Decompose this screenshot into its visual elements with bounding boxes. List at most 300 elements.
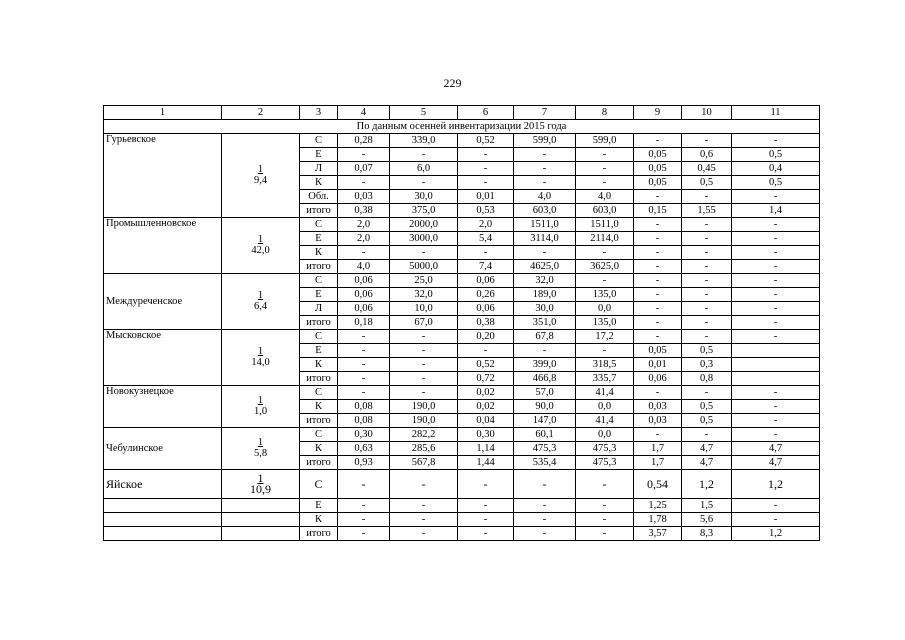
table-cell: 4,0	[514, 190, 576, 204]
column-number: 5	[390, 106, 458, 120]
fraction	[254, 290, 267, 312]
table-cell: 0,3	[682, 358, 732, 372]
table-cell: -	[682, 288, 732, 302]
table-cell: 285,6	[390, 442, 458, 456]
table-cell: 0,01	[634, 358, 682, 372]
table-cell: 57,0	[514, 386, 576, 400]
table-cell: 0,01	[458, 190, 514, 204]
table-row	[104, 274, 820, 288]
table-cell: -	[338, 344, 390, 358]
table-cell: 0,06	[338, 288, 390, 302]
table-cell: 475,3	[576, 442, 634, 456]
table-cell	[732, 344, 820, 358]
table-row	[104, 499, 820, 513]
district-label: Мысковское	[106, 330, 162, 341]
table-cell: 0,72	[458, 372, 514, 386]
table-cell: 335,7	[576, 372, 634, 386]
table-cell: 4,7	[682, 456, 732, 470]
table-cell: 0,28	[338, 134, 390, 148]
table-row	[104, 218, 820, 232]
table-cell: 4625,0	[514, 260, 576, 274]
table-cell: -	[514, 246, 576, 260]
table-cell: 0,6	[682, 148, 732, 162]
table-cell: 4,7	[732, 442, 820, 456]
table-cell: 60,1	[514, 428, 576, 442]
table-cell: -	[390, 148, 458, 162]
district-name	[104, 527, 222, 541]
table-cell: 2000,0	[390, 218, 458, 232]
table-cell: 2,0	[458, 218, 514, 232]
table-cell: 0,15	[634, 204, 682, 218]
area-fraction	[222, 470, 300, 499]
table-cell: 0,30	[458, 428, 514, 442]
table-cell: 0,30	[338, 428, 390, 442]
table-cell: 1511,0	[576, 218, 634, 232]
column-number: 7	[514, 106, 576, 120]
table-cell: 0,06	[634, 372, 682, 386]
species-code: С	[300, 428, 338, 442]
table-cell: -	[338, 513, 390, 527]
species-code: С	[300, 386, 338, 400]
table-cell: -	[514, 176, 576, 190]
species-code: С	[300, 470, 338, 499]
table-cell: 0,05	[634, 176, 682, 190]
table-cell: -	[634, 288, 682, 302]
species-code: Е	[300, 232, 338, 246]
fraction-numerator: 1	[257, 471, 264, 485]
table-cell: -	[732, 260, 820, 274]
table-cell: 30,0	[390, 190, 458, 204]
table-cell: 475,3	[514, 442, 576, 456]
table-cell: -	[458, 470, 514, 499]
species-code: С	[300, 274, 338, 288]
table-cell: 1,2	[682, 470, 732, 499]
district-label: Междуреченское	[106, 295, 183, 307]
table-cell: -	[458, 344, 514, 358]
table-cell: -	[634, 428, 682, 442]
table-cell: -	[338, 246, 390, 260]
table-cell: -	[458, 513, 514, 527]
species-code: итого	[300, 456, 338, 470]
table-cell: 0,53	[458, 204, 514, 218]
table-cell: -	[576, 274, 634, 288]
district-label: Промышленновское	[106, 218, 197, 229]
table-cell: 3,57	[634, 527, 682, 541]
column-number: 1	[104, 106, 222, 120]
fraction-numerator: 1	[257, 290, 264, 301]
table-cell: -	[338, 372, 390, 386]
table-cell: -	[390, 344, 458, 358]
table-cell: -	[338, 176, 390, 190]
table-cell: 603,0	[576, 204, 634, 218]
column-number-row	[104, 106, 820, 120]
fraction-denominator: 42,0	[251, 245, 270, 256]
table-row	[104, 330, 820, 344]
table-cell: 0,54	[634, 470, 682, 499]
table-cell: -	[514, 344, 576, 358]
table-cell: 10,0	[390, 302, 458, 316]
table-cell: 0,08	[338, 400, 390, 414]
species-code: К	[300, 246, 338, 260]
table-cell: 32,0	[514, 274, 576, 288]
table-cell: -	[682, 260, 732, 274]
area-fraction	[222, 134, 300, 218]
table-cell: 1,78	[634, 513, 682, 527]
table-cell: 2,0	[338, 232, 390, 246]
table-cell: -	[458, 162, 514, 176]
table-cell: -	[390, 386, 458, 400]
table-cell: 3114,0	[514, 232, 576, 246]
table-cell: -	[634, 330, 682, 344]
table-cell: 0,5	[732, 148, 820, 162]
column-number: 9	[634, 106, 682, 120]
species-code: К	[300, 176, 338, 190]
table-cell: -	[732, 414, 820, 428]
table-cell: 0,5	[682, 414, 732, 428]
table-cell: -	[458, 527, 514, 541]
species-code: Л	[300, 302, 338, 316]
species-code: итого	[300, 372, 338, 386]
table-cell: -	[576, 513, 634, 527]
table-cell: -	[732, 288, 820, 302]
table-cell: -	[682, 428, 732, 442]
table-cell: -	[682, 134, 732, 148]
table-row	[104, 428, 820, 442]
table-cell: -	[732, 232, 820, 246]
column-number: 4	[338, 106, 390, 120]
species-code: итого	[300, 414, 338, 428]
table-cell: -	[682, 316, 732, 330]
table-cell: -	[576, 162, 634, 176]
table-cell: 1,5	[682, 499, 732, 513]
table-cell: -	[390, 330, 458, 344]
table-cell: 4,0	[338, 260, 390, 274]
table-cell: 0,06	[458, 302, 514, 316]
table-cell: -	[576, 527, 634, 541]
district-name	[104, 134, 222, 218]
table-cell: 599,0	[514, 134, 576, 148]
table-cell: -	[514, 148, 576, 162]
table-cell: 0,07	[338, 162, 390, 176]
table-cell: -	[576, 148, 634, 162]
fraction-numerator: 1	[257, 346, 264, 357]
table-cell: 1,4	[732, 204, 820, 218]
table-cell: 0,93	[338, 456, 390, 470]
table-cell: 375,0	[390, 204, 458, 218]
table-cell: -	[634, 260, 682, 274]
fraction-numerator: 1	[257, 164, 264, 175]
table-cell: 3625,0	[576, 260, 634, 274]
table-cell: 90,0	[514, 400, 576, 414]
fraction	[250, 473, 271, 495]
fraction-denominator: 5,8	[253, 448, 268, 459]
table-cell: 1,7	[634, 456, 682, 470]
table-cell: 475,3	[576, 456, 634, 470]
table-cell: 0,04	[458, 414, 514, 428]
table-cell: -	[390, 527, 458, 541]
table-cell: -	[732, 246, 820, 260]
table-cell: 2,0	[338, 218, 390, 232]
table-cell: -	[634, 232, 682, 246]
table-cell: 41,4	[576, 414, 634, 428]
table-cell: 67,0	[390, 316, 458, 330]
table-cell: 4,7	[732, 456, 820, 470]
species-code: Е	[300, 499, 338, 513]
table-cell: 0,05	[634, 344, 682, 358]
district-name	[104, 428, 222, 470]
table-cell: -	[682, 302, 732, 316]
table-cell: -	[390, 246, 458, 260]
table-cell: -	[634, 134, 682, 148]
fraction	[254, 437, 267, 459]
fraction	[251, 346, 269, 368]
table-cell: -	[458, 499, 514, 513]
species-code: итого	[300, 316, 338, 330]
district-label: Яйское	[106, 477, 143, 491]
table-cell: -	[576, 344, 634, 358]
table-cell: -	[338, 330, 390, 344]
table-cell: -	[634, 316, 682, 330]
table-cell: 0,5	[682, 176, 732, 190]
table-cell: 0,05	[634, 162, 682, 176]
table-cell: 41,4	[576, 386, 634, 400]
table-cell: 0,0	[576, 302, 634, 316]
table-cell: 0,52	[458, 134, 514, 148]
table-cell: 0,02	[458, 386, 514, 400]
table-cell: 0,18	[338, 316, 390, 330]
table-cell: -	[732, 499, 820, 513]
table-cell: 0,5	[682, 400, 732, 414]
column-number: 3	[300, 106, 338, 120]
table-row	[104, 134, 820, 148]
table-cell: 135,0	[576, 316, 634, 330]
species-code: С	[300, 134, 338, 148]
district-name	[104, 513, 222, 527]
table-cell: -	[682, 246, 732, 260]
table-cell: 0,8	[682, 372, 732, 386]
table-cell: 5,6	[682, 513, 732, 527]
table-cell: -	[576, 176, 634, 190]
table-cell: 3000,0	[390, 232, 458, 246]
table-cell: -	[514, 470, 576, 499]
table-cell: -	[458, 148, 514, 162]
table-cell: -	[634, 190, 682, 204]
district-name	[104, 218, 222, 274]
table-cell: 318,5	[576, 358, 634, 372]
table-cell: 135,0	[576, 288, 634, 302]
table-cell: 4,0	[576, 190, 634, 204]
table-cell: -	[682, 330, 732, 344]
table-cell: -	[732, 428, 820, 442]
district-name	[104, 386, 222, 428]
column-number: 8	[576, 106, 634, 120]
species-code: итого	[300, 527, 338, 541]
table-cell: 17,2	[576, 330, 634, 344]
table-cell: 0,03	[338, 190, 390, 204]
table-cell: -	[732, 274, 820, 288]
table-cell: -	[682, 274, 732, 288]
table-cell: 351,0	[514, 316, 576, 330]
table-cell: -	[390, 176, 458, 190]
table-cell: -	[732, 190, 820, 204]
table-cell: 0,38	[338, 204, 390, 218]
table-cell: 0,08	[338, 414, 390, 428]
area-fraction	[222, 428, 300, 470]
section-title: По данным осенней инвентаризации 2015 года	[104, 120, 820, 134]
table-cell: 0,5	[732, 176, 820, 190]
table-cell: 535,4	[514, 456, 576, 470]
table-cell: -	[732, 330, 820, 344]
table-cell: -	[458, 176, 514, 190]
fraction	[254, 164, 267, 186]
table-cell: -	[682, 218, 732, 232]
table-cell: -	[732, 218, 820, 232]
area-fraction	[222, 274, 300, 330]
table-cell: -	[732, 513, 820, 527]
column-number: 6	[458, 106, 514, 120]
table-cell: -	[338, 527, 390, 541]
table-cell: 599,0	[576, 134, 634, 148]
table-cell: 1,2	[732, 470, 820, 499]
area-fraction	[222, 527, 300, 541]
table-cell: -	[682, 190, 732, 204]
district-name	[104, 470, 222, 499]
fraction-numerator: 1	[257, 234, 264, 245]
table-cell	[732, 372, 820, 386]
table-cell: 0,06	[338, 302, 390, 316]
table-cell: -	[338, 358, 390, 372]
table-cell: -	[338, 386, 390, 400]
species-code: С	[300, 330, 338, 344]
table-cell: 0,03	[634, 400, 682, 414]
table-cell: -	[338, 148, 390, 162]
section-title-row	[104, 120, 820, 134]
table-cell: 0,02	[458, 400, 514, 414]
fraction-denominator: 1,0	[253, 406, 268, 417]
table-cell: 567,8	[390, 456, 458, 470]
table-cell: 190,0	[390, 400, 458, 414]
district-name	[104, 330, 222, 386]
table-cell: 399,0	[514, 358, 576, 372]
area-fraction	[222, 499, 300, 513]
district-label: Чебулинское	[106, 442, 163, 454]
fraction	[251, 234, 269, 256]
table-cell: 0,4	[732, 162, 820, 176]
table-cell: -	[576, 246, 634, 260]
table-cell: -	[514, 527, 576, 541]
table-cell: -	[390, 372, 458, 386]
table-cell: 603,0	[514, 204, 576, 218]
species-code: Е	[300, 148, 338, 162]
table-cell: 0,5	[682, 344, 732, 358]
fraction-denominator: 9,4	[253, 175, 268, 186]
species-code: К	[300, 442, 338, 456]
species-code: Л	[300, 162, 338, 176]
table-cell: 282,2	[390, 428, 458, 442]
table-cell: 0,38	[458, 316, 514, 330]
table-cell: 1,44	[458, 456, 514, 470]
area-fraction	[222, 513, 300, 527]
table-cell: 2114,0	[576, 232, 634, 246]
table-cell: 189,0	[514, 288, 576, 302]
table-cell: 1,25	[634, 499, 682, 513]
inventory-table	[103, 105, 820, 541]
table-cell: -	[732, 400, 820, 414]
table-cell: -	[634, 386, 682, 400]
species-code: Обл.	[300, 190, 338, 204]
table-cell: -	[576, 470, 634, 499]
fraction-denominator: 14,0	[251, 357, 270, 368]
table-cell: 0,63	[338, 442, 390, 456]
table-cell: 25,0	[390, 274, 458, 288]
table-cell: -	[634, 218, 682, 232]
table-cell: 0,06	[458, 274, 514, 288]
table-cell: 0,0	[576, 400, 634, 414]
table-cell: 1,2	[732, 527, 820, 541]
table-cell: -	[390, 499, 458, 513]
table-cell: 0,20	[458, 330, 514, 344]
table-cell: 8,3	[682, 527, 732, 541]
table-cell	[732, 358, 820, 372]
area-fraction	[222, 386, 300, 428]
species-code: С	[300, 218, 338, 232]
table-cell: -	[390, 358, 458, 372]
table-cell: -	[576, 499, 634, 513]
column-number: 10	[682, 106, 732, 120]
table-cell: -	[338, 470, 390, 499]
table-cell: 4,7	[682, 442, 732, 456]
district-name	[104, 499, 222, 513]
area-fraction	[222, 330, 300, 386]
table-cell: -	[732, 134, 820, 148]
fraction-denominator: 10,9	[250, 482, 271, 496]
table-cell: -	[634, 274, 682, 288]
table-cell: 0,0	[576, 428, 634, 442]
table-row	[104, 527, 820, 541]
table-cell: 0,05	[634, 148, 682, 162]
table-row	[104, 513, 820, 527]
table-cell: -	[458, 246, 514, 260]
table-cell: -	[732, 386, 820, 400]
fraction-denominator: 6,4	[253, 301, 268, 312]
species-code: итого	[300, 260, 338, 274]
species-code: итого	[300, 204, 338, 218]
table-cell: 5,4	[458, 232, 514, 246]
table-cell: 1,55	[682, 204, 732, 218]
table-cell: 339,0	[390, 134, 458, 148]
table-cell: -	[732, 302, 820, 316]
fraction-numerator: 1	[257, 437, 264, 448]
column-number: 2	[222, 106, 300, 120]
table-row	[104, 470, 820, 499]
fraction	[254, 395, 267, 417]
table-cell: -	[514, 162, 576, 176]
species-code: К	[300, 513, 338, 527]
table-row	[104, 386, 820, 400]
table-cell: 30,0	[514, 302, 576, 316]
species-code: Е	[300, 288, 338, 302]
table-cell: -	[634, 302, 682, 316]
table-cell: -	[682, 386, 732, 400]
table-cell: 5000,0	[390, 260, 458, 274]
table-cell: 0,03	[634, 414, 682, 428]
district-name	[104, 274, 222, 330]
table-cell: -	[682, 232, 732, 246]
page-number: 229	[443, 76, 462, 90]
table-cell: -	[514, 513, 576, 527]
table-cell: 0,52	[458, 358, 514, 372]
area-fraction	[222, 218, 300, 274]
